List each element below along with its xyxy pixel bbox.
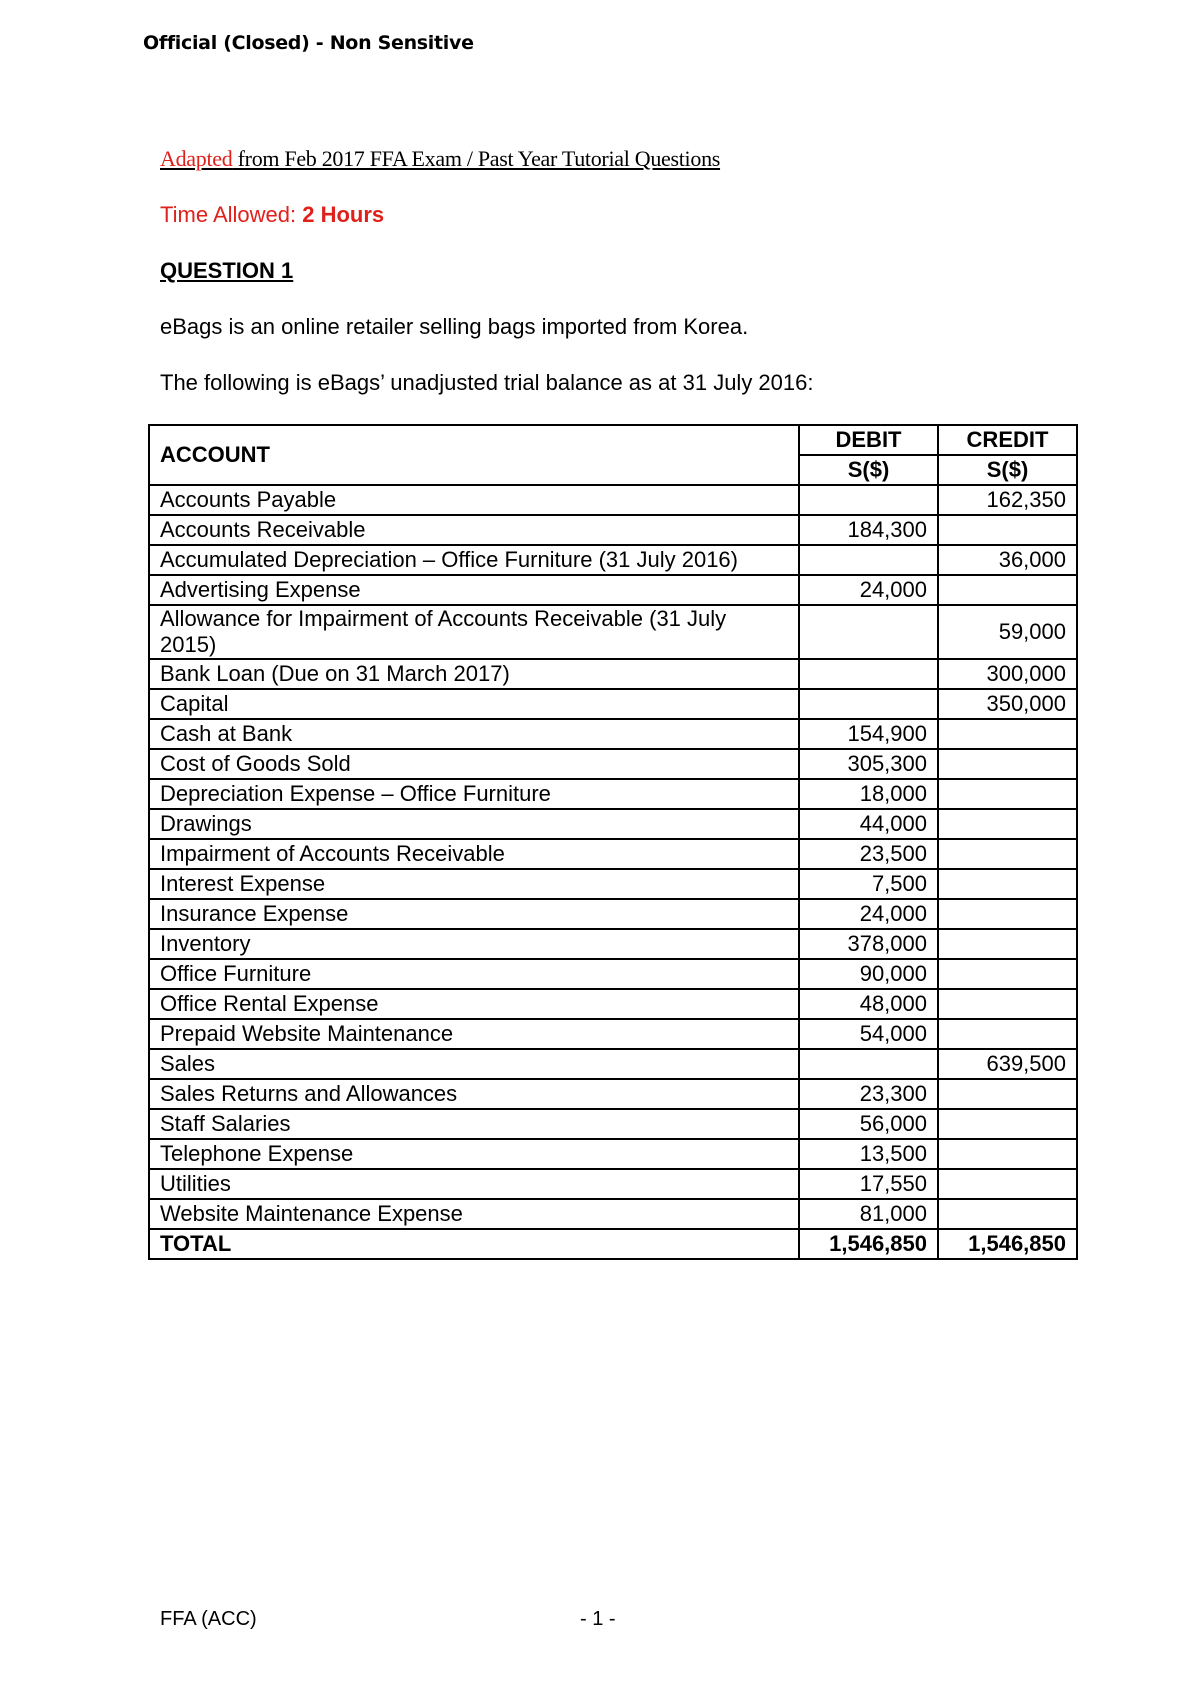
footer-page-number: - 1 - [580,1608,616,1630]
table-row [149,809,1077,839]
cell-account: Cash at Bank [149,719,799,749]
cell-debit [799,1049,938,1079]
cell-account: Accounts Receivable [149,515,799,545]
cell-account: Interest Expense [149,869,799,899]
table-row [149,605,1077,659]
cell-debit [799,659,938,689]
table-row [149,929,1077,959]
cell-credit [938,1019,1077,1049]
cell-debit [799,545,938,575]
source-note [160,146,720,172]
cell-debit: 23,500 [799,839,938,869]
cell-account: Allowance for Impairment of Accounts Receivable (31 July 2015) [149,605,799,659]
table-row [149,959,1077,989]
cell-debit [799,485,938,515]
cell-credit [938,719,1077,749]
cell-account: Impairment of Accounts Receivable [149,839,799,869]
cell-debit: 17,550 [799,1169,938,1199]
cell-credit: 639,500 [938,1049,1077,1079]
cell-debit: 56,000 [799,1109,938,1139]
classification-label: Official (Closed) - Non Sensitive [143,32,474,54]
intro-paragraph: eBags is an online retailer selling bags imported from Korea. [160,314,749,339]
cell-credit: 300,000 [938,659,1077,689]
cell-debit [799,689,938,719]
cell-debit: 7,500 [799,869,938,899]
table-row [149,545,1077,575]
cell-account: Sales Returns and Allowances [149,1079,799,1109]
cell-account: Office Rental Expense [149,989,799,1019]
cell-account: Office Furniture [149,959,799,989]
unit-debit: S($) [799,455,938,485]
cell-credit [938,989,1077,1019]
table-row [149,749,1077,779]
cell-debit: 184,300 [799,515,938,545]
cell-account: Drawings [149,809,799,839]
table-row [149,989,1077,1019]
cell-credit [938,1139,1077,1169]
cell-credit [938,1199,1077,1229]
cell-account: Advertising Expense [149,575,799,605]
cell-account: Website Maintenance Expense [149,1199,799,1229]
cell-account: Inventory [149,929,799,959]
cell-credit [938,899,1077,929]
cell-debit: 23,300 [799,1079,938,1109]
cell-credit [938,779,1077,809]
total-account: TOTAL [149,1229,799,1259]
cell-debit: 90,000 [799,959,938,989]
cell-credit [938,749,1077,779]
table-row [149,1049,1077,1079]
cell-account: Telephone Expense [149,1139,799,1169]
total-credit: 1,546,850 [938,1229,1077,1259]
header-account: ACCOUNT [149,425,799,485]
cell-account: Sales [149,1049,799,1079]
cell-account: Cost of Goods Sold [149,749,799,779]
cell-credit [938,809,1077,839]
time-value: 2 Hours [302,202,385,227]
total-row [149,1229,1077,1259]
cell-credit [938,575,1077,605]
cell-account: Prepaid Website Maintenance [149,1019,799,1049]
cell-debit: 48,000 [799,989,938,1019]
cell-credit: 350,000 [938,689,1077,719]
table-row [149,689,1077,719]
footer-course: FFA (ACC) [160,1608,257,1630]
source-text: from Feb 2017 FFA Exam / Past Year Tutorial Questions [232,146,721,171]
table-row [149,719,1077,749]
cell-account: Bank Loan (Due on 31 March 2017) [149,659,799,689]
cell-account: Depreciation Expense – Office Furniture [149,779,799,809]
question-title: QUESTION 1 [160,258,294,283]
cell-debit: 54,000 [799,1019,938,1049]
header-credit: CREDIT [938,425,1077,455]
table-row [149,1109,1077,1139]
time-allowed [160,202,384,228]
table-row [149,1019,1077,1049]
cell-debit: 305,300 [799,749,938,779]
cell-credit [938,1109,1077,1139]
table-row [149,1199,1077,1229]
table-row [149,515,1077,545]
cell-account: Staff Salaries [149,1109,799,1139]
cell-credit [938,959,1077,989]
table-row [149,1139,1077,1169]
trial-balance-intro: The following is eBags’ unadjusted trial balance as at 31 July 2016: [160,370,814,395]
cell-account: Accounts Payable [149,485,799,515]
cell-account: Capital [149,689,799,719]
cell-credit [938,839,1077,869]
time-label: Time Allowed: [160,202,303,227]
cell-debit: 24,000 [799,575,938,605]
adapted-word: Adapted [160,146,233,171]
table-row [149,839,1077,869]
table-row [149,575,1077,605]
cell-credit [938,1079,1077,1109]
cell-account: Utilities [149,1169,799,1199]
cell-debit: 18,000 [799,779,938,809]
cell-debit: 378,000 [799,929,938,959]
cell-credit [938,929,1077,959]
trial-balance-table [148,424,1078,1260]
table-row [149,659,1077,689]
cell-credit [938,1169,1077,1199]
cell-credit: 36,000 [938,545,1077,575]
header-debit: DEBIT [799,425,938,455]
table-row [149,869,1077,899]
total-debit: 1,546,850 [799,1229,938,1259]
table-row [149,485,1077,515]
unit-credit: S($) [938,455,1077,485]
cell-credit: 59,000 [938,605,1077,659]
cell-credit: 162,350 [938,485,1077,515]
table-row [149,1079,1077,1109]
cell-credit [938,515,1077,545]
cell-debit: 13,500 [799,1139,938,1169]
cell-debit: 24,000 [799,899,938,929]
cell-debit: 154,900 [799,719,938,749]
cell-debit [799,605,938,659]
cell-account: Accumulated Depreciation – Office Furniture (31 July 2016) [149,545,799,575]
cell-credit [938,869,1077,899]
cell-account: Insurance Expense [149,899,799,929]
table-row [149,1169,1077,1199]
cell-debit: 81,000 [799,1199,938,1229]
table-row [149,779,1077,809]
table-row [149,899,1077,929]
cell-debit: 44,000 [799,809,938,839]
